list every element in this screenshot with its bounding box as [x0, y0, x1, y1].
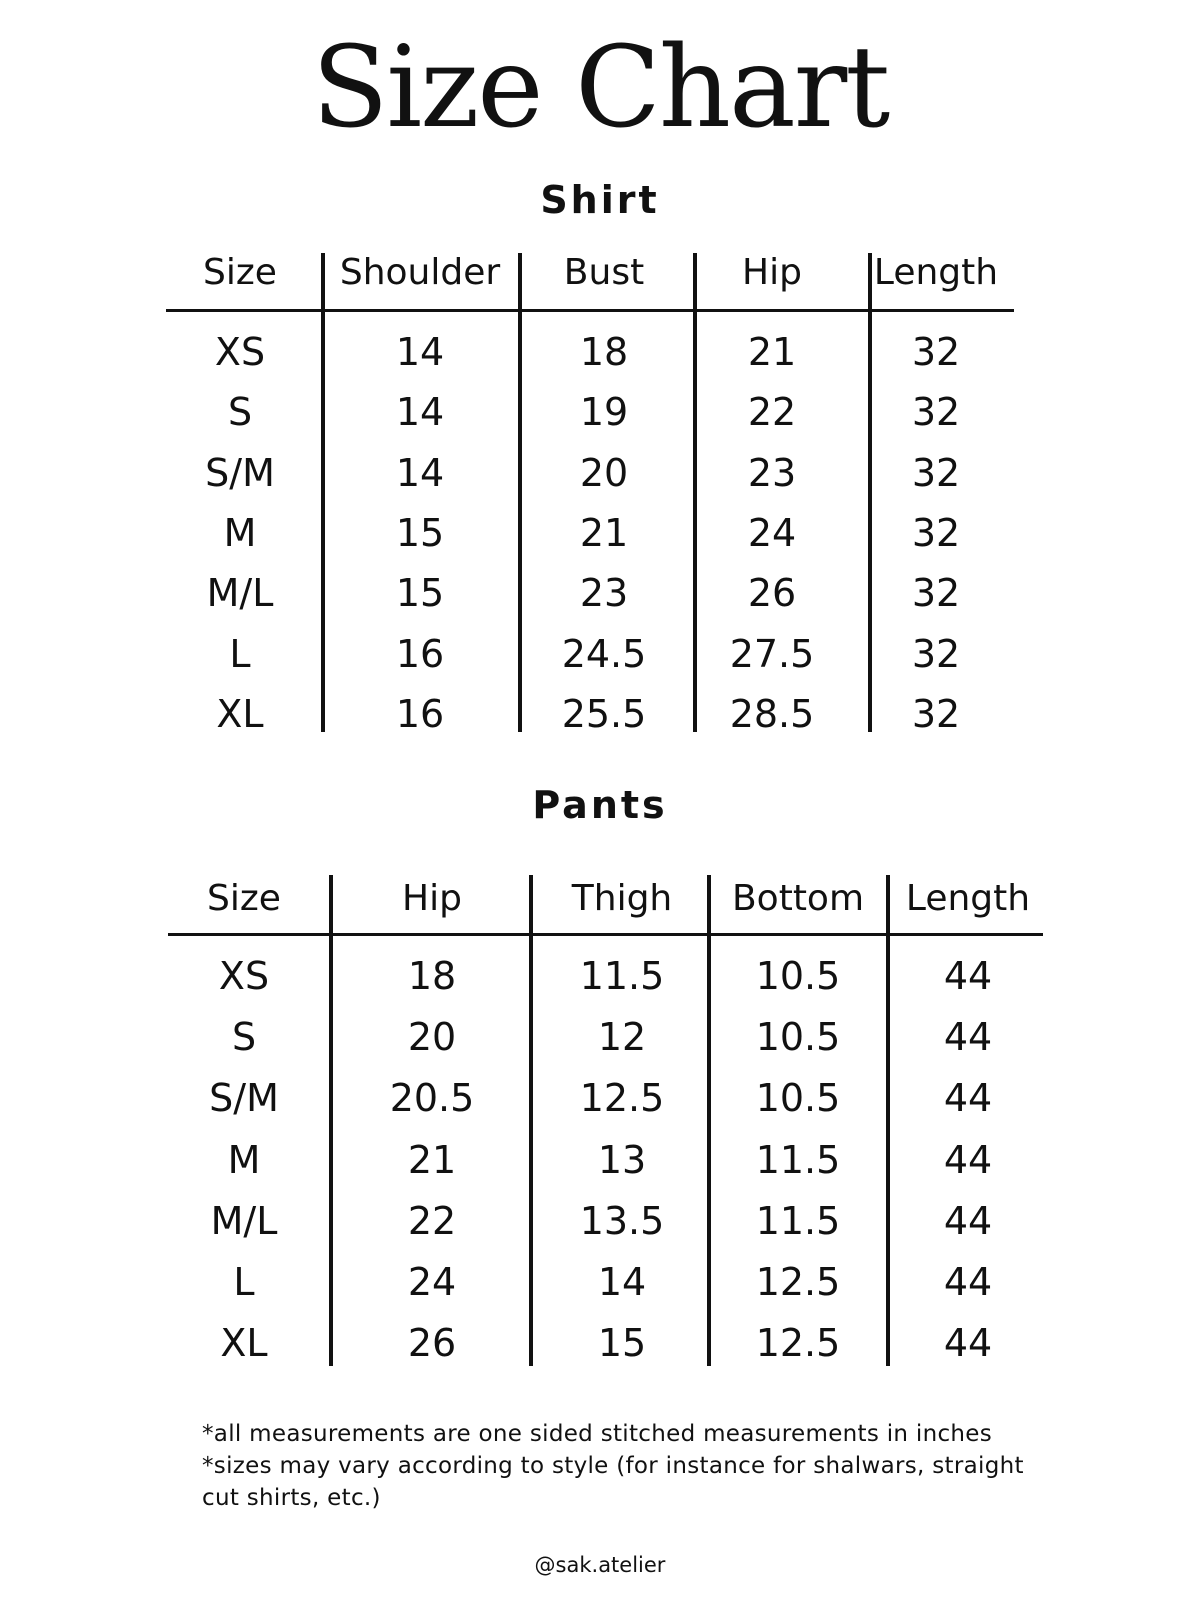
shirt-cell-length: 32 [911, 691, 961, 736]
shirt-cell-bust: 24.5 [561, 631, 647, 676]
pants-column-divider [529, 875, 533, 1366]
shirt-cell-shoulder: 14 [395, 330, 445, 374]
pants-header-divider [168, 933, 1043, 936]
shirt-cell-length: 32 [911, 330, 961, 374]
shirt-cell-shoulder: 15 [395, 571, 445, 616]
pants-header-length: Length [905, 878, 1031, 919]
shirt-cell-size: XS [214, 330, 266, 374]
pants-cell-bottom: 10.5 [755, 954, 841, 998]
pants-cell-bottom: 11.5 [755, 1137, 841, 1182]
shirt-cell-length: 32 [911, 450, 961, 495]
note-line-3: cut shirts, etc.) [202, 1485, 381, 1511]
pants-cell-length: 44 [943, 1076, 993, 1121]
shirt-cell-bust: 21 [579, 510, 629, 555]
page-title: Size Chart [311, 23, 889, 153]
pants-cell-length: 44 [943, 1198, 993, 1243]
pants-cell-bottom: 10.5 [755, 1076, 841, 1121]
shirt-cell-hip: 24 [747, 510, 797, 555]
shirt-header-divider [166, 309, 1014, 312]
shirt-cell-hip: 27.5 [729, 631, 815, 676]
pants-cell-bottom: 11.5 [755, 1198, 841, 1243]
pants-cell-hip: 22 [407, 1198, 457, 1243]
shirt-cell-size: M [223, 510, 257, 555]
pants-cell-size: XS [218, 954, 270, 998]
shirt-cell-hip: 26 [747, 571, 797, 616]
pants-header-hip: Hip [402, 878, 462, 919]
shirt-column-divider [693, 253, 697, 732]
shirt-cell-size: S/M [205, 450, 275, 495]
pants-cell-hip: 20 [407, 1015, 457, 1060]
shirt-column-divider [518, 253, 522, 732]
shirt-cell-shoulder: 15 [395, 510, 445, 555]
pants-cell-hip: 21 [407, 1137, 457, 1182]
shirt-cell-bust: 19 [579, 390, 629, 435]
shirt-cell-length: 32 [911, 510, 961, 555]
pants-cell-hip: 26 [407, 1321, 457, 1366]
pants-cell-thigh: 12 [597, 1015, 647, 1060]
shirt-cell-length: 32 [911, 571, 961, 616]
shirt-header-length: Length [873, 252, 999, 293]
shirt-cell-size: L [229, 631, 251, 676]
shirt-cell-bust: 20 [579, 450, 629, 495]
pants-cell-length: 44 [943, 1321, 993, 1366]
pants-cell-bottom: 12.5 [755, 1260, 841, 1304]
pants-cell-size: S/M [209, 1076, 279, 1121]
pants-section-title: Pants [532, 783, 668, 827]
pants-column-divider [707, 875, 711, 1366]
pants-cell-thigh: 15 [597, 1321, 647, 1366]
pants-cell-length: 44 [943, 1137, 993, 1182]
pants-cell-thigh: 13 [597, 1137, 647, 1182]
shirt-cell-size: S [227, 390, 253, 435]
shirt-cell-hip: 22 [747, 390, 797, 435]
pants-cell-hip: 24 [407, 1260, 457, 1304]
pants-header-bottom: Bottom [731, 878, 865, 919]
shirt-cell-shoulder: 16 [395, 691, 445, 736]
shirt-cell-size: M/L [206, 571, 274, 616]
pants-cell-size: S [231, 1015, 257, 1060]
pants-header-thigh: Thigh [571, 878, 673, 919]
shirt-cell-hip: 23 [747, 450, 797, 495]
pants-cell-thigh: 13.5 [579, 1198, 665, 1243]
pants-cell-hip: 18 [407, 954, 457, 998]
pants-cell-length: 44 [943, 1260, 993, 1304]
shirt-cell-shoulder: 14 [395, 390, 445, 435]
shirt-header-hip: Hip [742, 252, 802, 293]
shirt-cell-bust: 23 [579, 571, 629, 616]
shirt-column-divider [868, 253, 872, 732]
note-line-2: *sizes may vary according to style (for instance for shalwars, straight [202, 1453, 1024, 1479]
shirt-header-bust: Bust [563, 252, 645, 293]
measurement-notes [202, 1418, 1102, 1514]
pants-cell-length: 44 [943, 1015, 993, 1060]
pants-cell-size: M [227, 1137, 261, 1182]
shirt-cell-bust: 18 [579, 330, 629, 374]
pants-cell-thigh: 14 [597, 1260, 647, 1304]
pants-cell-size: M/L [210, 1198, 278, 1243]
shirt-column-divider [321, 253, 325, 732]
pants-cell-size: L [233, 1260, 255, 1304]
pants-cell-thigh: 11.5 [579, 954, 665, 998]
pants-cell-bottom: 12.5 [755, 1321, 841, 1366]
shirt-section-title: Shirt [540, 178, 660, 222]
shirt-cell-size: XL [216, 691, 264, 736]
pants-column-divider [886, 875, 890, 1366]
shirt-cell-bust: 25.5 [561, 691, 647, 736]
pants-header-size: Size [207, 878, 281, 919]
shirt-cell-hip: 21 [747, 330, 797, 374]
pants-cell-thigh: 12.5 [579, 1076, 665, 1121]
pants-cell-length: 44 [943, 954, 993, 998]
shirt-cell-length: 32 [911, 390, 961, 435]
shirt-cell-shoulder: 16 [395, 631, 445, 676]
shirt-header-shoulder: Shoulder [339, 252, 501, 293]
pants-cell-hip: 20.5 [389, 1076, 475, 1121]
pants-cell-size: XL [220, 1321, 268, 1366]
shirt-cell-shoulder: 14 [395, 450, 445, 495]
shirt-cell-length: 32 [911, 631, 961, 676]
shirt-header-size: Size [203, 252, 277, 293]
note-line-1: *all measurements are one sided stitched measurements in inches [202, 1421, 993, 1447]
shirt-cell-hip: 28.5 [729, 691, 815, 736]
brand-handle: @sak.atelier [534, 1553, 666, 1577]
pants-cell-bottom: 10.5 [755, 1015, 841, 1060]
pants-column-divider [329, 875, 333, 1366]
